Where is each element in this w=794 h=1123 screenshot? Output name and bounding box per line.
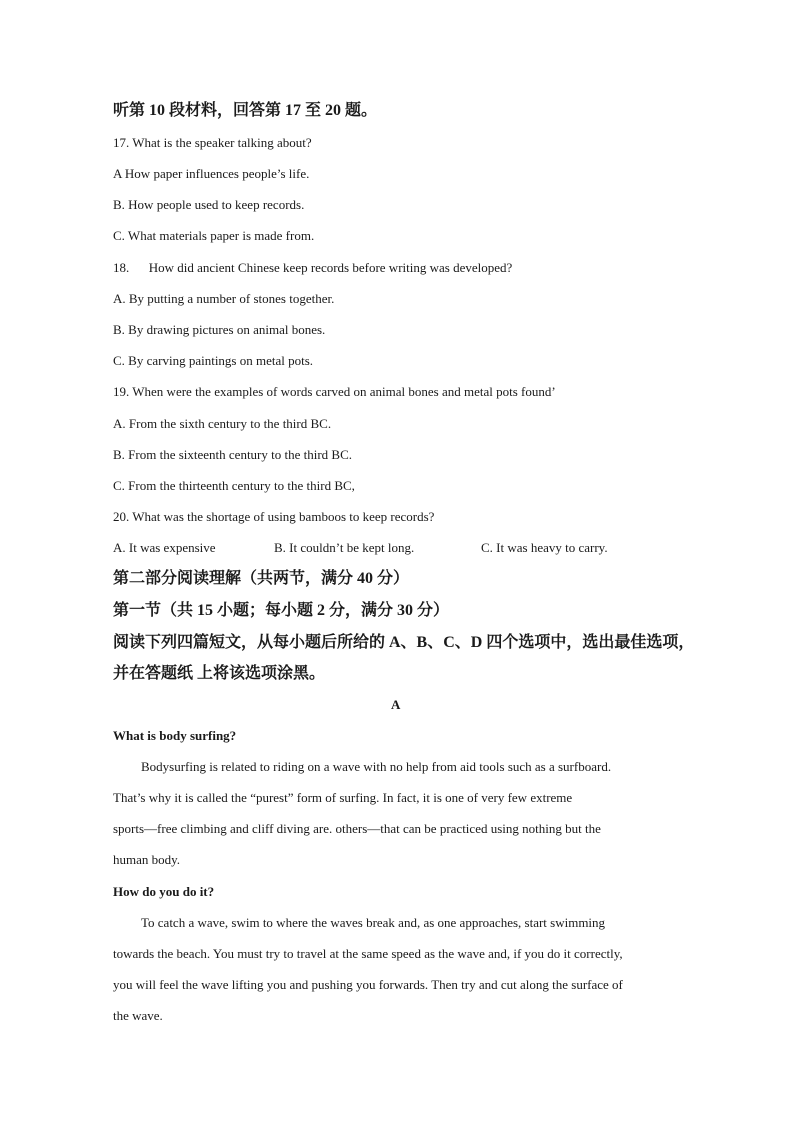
question-18-stem: 18. How did ancient Chinese keep records before writing was developed?: [113, 260, 513, 275]
reading-instruction-line-2: 并在答题纸 上将该选项涂黑。: [113, 665, 326, 682]
question-17-option-a: A How paper influences people’s life.: [113, 166, 310, 181]
listening-section-heading: 听第 10 段材料，回答第 17 至 20 题。: [113, 102, 378, 119]
question-17-option-b: B. How people used to keep records.: [113, 197, 305, 212]
question-19-option-a: A. From the sixth century to the third BC.: [113, 416, 332, 431]
question-17-option-c: C. What materials paper is made from.: [113, 228, 315, 243]
paragraph-1-line-2: That’s why it is called the “purest” form of surfing. In fact, it is one of very few extreme: [113, 790, 573, 805]
passage-label: A: [391, 697, 401, 712]
passage-subheading-1: What is body surfing?: [113, 728, 237, 743]
question-18-option-c: C. By carving paintings on metal pots.: [113, 353, 314, 368]
question-17-stem: 17. What is the speaker talking about?: [113, 135, 312, 150]
paragraph-2-line-3: you will feel the wave lifting you and pushing you forwards. Then try and cut along the surface of: [113, 977, 623, 992]
paragraph-2-line-1: To catch a wave, swim to where the waves break and, as one approaches, start swimming: [141, 915, 606, 930]
question-20-option-b: B. It couldn’t be kept long.: [274, 540, 415, 555]
question-18-option-b: B. By drawing pictures on animal bones.: [113, 322, 326, 337]
paragraph-1-line-1: Bodysurfing is related to riding on a wave with no help from aid tools such as a surfboard.: [141, 759, 612, 774]
question-20-option-c: C. It was heavy to carry.: [481, 540, 608, 555]
question-20-stem: 20. What was the shortage of using bamboos to keep records?: [113, 509, 435, 524]
paragraph-1-line-3: sports—free climbing and cliff diving are. others—that can be practiced using nothing but the: [113, 821, 601, 836]
reading-part-heading: 第二部分阅读理解（共两节，满分 40 分）: [113, 570, 410, 587]
reading-instruction-line-1: 阅读下列四篇短文，从每小题后所给的 A、B、C、D 四个选项中，选出最佳选项，: [113, 634, 695, 651]
question-18-option-a: A. By putting a number of stones together.: [113, 291, 335, 306]
reading-section-heading: 第一节（共 15 小题；每小题 2 分，满分 30 分）: [113, 602, 450, 619]
paragraph-2-line-4: the wave.: [113, 1008, 163, 1023]
paragraph-1-line-4: human body.: [113, 852, 181, 867]
passage-subheading-2: How do you do it?: [113, 884, 215, 899]
question-19-stem: 19. When were the examples of words carved on animal bones and metal pots found’: [113, 384, 556, 399]
question-19-option-c: C. From the thirteenth century to the third BC,: [113, 478, 355, 493]
paragraph-2-line-2: towards the beach. You must try to travel at the same speed as the wave and, if you do it correctly,: [113, 946, 623, 961]
question-20-option-a: A. It was expensive: [113, 540, 216, 555]
question-19-option-b: B. From the sixteenth century to the third BC.: [113, 447, 353, 462]
